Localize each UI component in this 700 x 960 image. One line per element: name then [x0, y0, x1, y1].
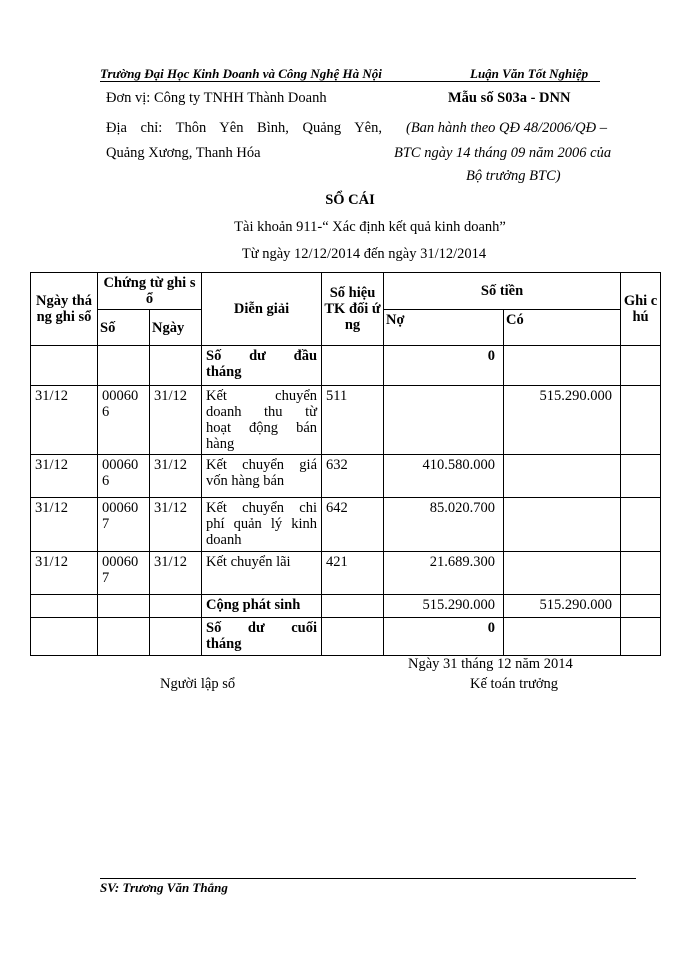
cell-debit: 0 — [384, 346, 504, 386]
table-row — [31, 455, 661, 498]
table-row — [31, 386, 661, 455]
cell-voucher-date: 31/12 — [150, 386, 202, 455]
cell-date — [31, 618, 98, 656]
cell-voucher-date: 31/12 — [150, 498, 202, 552]
cell-account — [322, 346, 384, 386]
header-credit: Có — [504, 310, 621, 346]
header-description: Diễn giải — [202, 273, 322, 346]
cell-description: Kết chuyển chi phí quản lý kinh doanh — [202, 498, 322, 552]
header-voucher-no: Số — [98, 310, 150, 346]
cell-credit — [504, 618, 621, 656]
cell-account — [322, 618, 384, 656]
cell-voucher-no: 000606 — [98, 386, 150, 455]
cell-credit — [504, 498, 621, 552]
cell-note — [621, 595, 661, 618]
cell-description: Kết chuyển lãi — [202, 552, 322, 595]
cell-note — [621, 386, 661, 455]
cell-voucher-no — [98, 595, 150, 618]
cell-note — [621, 346, 661, 386]
cell-debit — [384, 386, 504, 455]
cell-voucher-date — [150, 346, 202, 386]
cell-date: 31/12 — [31, 386, 98, 455]
header-note: Ghi chú — [621, 273, 661, 346]
cell-description: Kết chuyển giá vốn hàng bán — [202, 455, 322, 498]
cell-voucher-no: 000607 — [98, 498, 150, 552]
header-voucher-date: Ngày — [150, 310, 202, 346]
header-amount: Số tiền — [384, 273, 621, 310]
cell-credit: 515.290.000 — [504, 595, 621, 618]
cell-description: Số dư cuối tháng — [202, 618, 322, 656]
cell-credit: 515.290.000 — [504, 386, 621, 455]
cell-date — [31, 595, 98, 618]
cell-account: 511 — [322, 386, 384, 455]
cell-debit: 0 — [384, 618, 504, 656]
cell-debit: 410.580.000 — [384, 455, 504, 498]
cell-account: 421 — [322, 552, 384, 595]
cell-date: 31/12 — [31, 552, 98, 595]
cell-voucher-no: 000606 — [98, 455, 150, 498]
form-number: Mẫu số S03a - DNN — [448, 90, 571, 106]
header-divider — [100, 81, 600, 82]
cell-description: Cộng phát sinh — [202, 595, 322, 618]
chief-accountant-label: Kế toán trưởng — [470, 676, 559, 692]
table-row — [31, 552, 661, 595]
cell-voucher-no: 000607 — [98, 552, 150, 595]
footer-divider — [100, 878, 636, 879]
preparer-label: Người lập sổ — [160, 676, 236, 692]
cell-date: 31/12 — [31, 455, 98, 498]
address-line-2: Quảng Xương, Thanh Hóa — [106, 145, 261, 161]
cell-credit — [504, 552, 621, 595]
period-title: Từ ngày 12/12/2014 đến ngày 31/12/2014 — [241, 246, 487, 262]
cell-credit — [504, 455, 621, 498]
cell-voucher-date — [150, 595, 202, 618]
header-debit: Nợ — [384, 310, 504, 346]
ledger-table — [30, 272, 661, 656]
account-title: Tài khoản 911-“ Xác định kết quả kinh doanh” — [234, 219, 506, 235]
table-row-opening — [31, 346, 661, 386]
cell-voucher-date: 31/12 — [150, 455, 202, 498]
cell-note — [621, 498, 661, 552]
cell-debit: 515.290.000 — [384, 595, 504, 618]
cell-date: 31/12 — [31, 498, 98, 552]
cell-account: 632 — [322, 455, 384, 498]
cell-voucher-date — [150, 618, 202, 656]
decree-line-3: Bộ trưởng BTC) — [466, 168, 561, 184]
cell-note — [621, 552, 661, 595]
header-voucher: Chứng từ ghi sổ — [98, 273, 202, 310]
cell-account — [322, 595, 384, 618]
cell-voucher-no — [98, 618, 150, 656]
cell-debit: 21.689.300 — [384, 552, 504, 595]
cell-description: Kết chuyển doanh thu từ hoạt động bán hàng — [202, 386, 322, 455]
cell-date — [31, 346, 98, 386]
cell-note — [621, 618, 661, 656]
thesis-label: Luận Văn Tốt Nghiệp — [470, 66, 589, 81]
table-row — [31, 498, 661, 552]
signature-date: Ngày 31 tháng 12 năm 2014 — [408, 656, 573, 672]
header-account: Số hiệu TK đối ứng — [322, 273, 384, 346]
decree-line-1: (Ban hành theo QĐ 48/2006/QĐ – — [406, 120, 607, 136]
header-date: Ngày tháng ghi sổ — [31, 273, 98, 346]
table-row-total — [31, 595, 661, 618]
decree-line-2: BTC ngày 14 tháng 09 năm 2006 của — [394, 145, 612, 161]
unit-name: Đơn vị: Công ty TNHH Thành Doanh — [106, 90, 327, 106]
school-name: Trường Đại Học Kinh Doanh và Công Nghệ Hà Nội — [100, 66, 382, 81]
cell-note — [621, 455, 661, 498]
cell-credit — [504, 346, 621, 386]
ledger-title: SỔ CÁI — [325, 192, 375, 208]
table-row-closing — [31, 618, 661, 656]
student-name: SV: Trương Văn Thắng — [100, 880, 228, 895]
address-line-1: Địa chỉ: Thôn Yên Bình, Quảng Yên, — [106, 120, 382, 136]
cell-voucher-date: 31/12 — [150, 552, 202, 595]
cell-voucher-no — [98, 346, 150, 386]
cell-debit: 85.020.700 — [384, 498, 504, 552]
cell-description: Số dư đầu tháng — [202, 346, 322, 386]
cell-account: 642 — [322, 498, 384, 552]
